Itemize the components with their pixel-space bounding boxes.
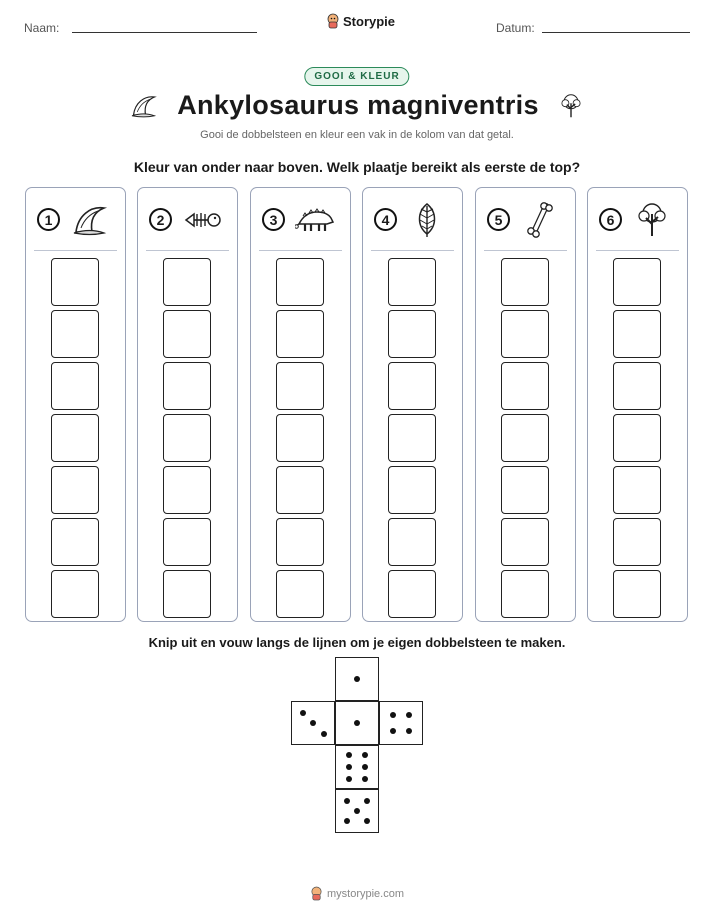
dice-pip: [390, 728, 396, 734]
title-row: [0, 90, 714, 121]
dice-pip: [310, 720, 316, 726]
color-box[interactable]: [501, 466, 549, 514]
column-divider: [34, 250, 117, 251]
color-box[interactable]: [276, 258, 324, 306]
date-label: Datum:: [496, 21, 535, 35]
color-box[interactable]: [163, 362, 211, 410]
column-2: [137, 187, 238, 622]
column-divider: [484, 250, 567, 251]
color-box[interactable]: [388, 362, 436, 410]
dice-pip: [362, 776, 368, 782]
dice-pip: [346, 776, 352, 782]
brand-logo: [326, 13, 395, 29]
activity-badge: GOOI & KLEUR: [304, 67, 409, 86]
column-number: 6: [599, 208, 622, 231]
dice-pip: [390, 712, 396, 718]
color-box[interactable]: [276, 362, 324, 410]
color-box[interactable]: [51, 414, 99, 462]
column-number: 3: [262, 208, 285, 231]
column-6: [587, 187, 688, 622]
color-box[interactable]: [388, 518, 436, 566]
dice-pip: [362, 764, 368, 770]
color-box[interactable]: [51, 310, 99, 358]
dice-pip: [321, 731, 327, 737]
name-label: Naam:: [24, 21, 60, 35]
dice-face: [335, 657, 379, 701]
dice-face: [335, 789, 379, 833]
color-box[interactable]: [501, 258, 549, 306]
footer-url: mystorypie.com: [326, 887, 405, 900]
color-box[interactable]: [51, 518, 99, 566]
color-box[interactable]: [388, 466, 436, 514]
color-box[interactable]: [163, 518, 211, 566]
column-number: 2: [149, 208, 172, 231]
column-divider: [596, 250, 679, 251]
dice-face: [379, 701, 423, 745]
color-box[interactable]: [276, 310, 324, 358]
color-box[interactable]: [501, 310, 549, 358]
ankylosaurus-icon: [295, 202, 335, 238]
dice-pip: [300, 710, 306, 716]
dice-pip: [346, 764, 352, 770]
dice-instruction: Knip uit en vouw langs de lijnen om je eigen dobbelsteen te maken.: [148, 635, 566, 650]
color-box[interactable]: [501, 414, 549, 462]
dice-pip: [364, 818, 370, 824]
color-box[interactable]: [51, 466, 99, 514]
color-box[interactable]: [163, 258, 211, 306]
color-box[interactable]: [51, 258, 99, 306]
dice-pip: [354, 676, 360, 682]
tree-icon: [557, 91, 585, 121]
color-box[interactable]: [163, 414, 211, 462]
color-box[interactable]: [276, 466, 324, 514]
page-subtitle: Gooi de dobbelsteen en kleur een vak in de kolom van dat getal.: [200, 129, 514, 141]
color-box[interactable]: [388, 414, 436, 462]
page-title: Ankylosaurus magniventris: [177, 90, 539, 120]
brand-name: Storypie: [343, 13, 396, 29]
color-box[interactable]: [163, 570, 211, 618]
column-number: 5: [487, 208, 510, 231]
dice-pip: [406, 728, 412, 734]
color-box[interactable]: [501, 362, 549, 410]
color-box[interactable]: [51, 570, 99, 618]
dice-pip: [362, 752, 368, 758]
dice-pip: [344, 818, 350, 824]
dice-pip: [364, 798, 370, 804]
dice-face: [335, 745, 379, 789]
color-box[interactable]: [51, 362, 99, 410]
instruction-text: Kleur van onder naar boven. Welk plaatje bereikt als eerste de top?: [133, 159, 581, 175]
claw-icon: [70, 202, 110, 238]
storypie-mascot-icon: [310, 886, 323, 901]
storypie-mascot-icon: [326, 13, 340, 29]
dice-face: [291, 701, 335, 745]
color-box[interactable]: [276, 518, 324, 566]
name-line[interactable]: [72, 32, 257, 33]
color-box[interactable]: [163, 310, 211, 358]
color-box[interactable]: [613, 518, 661, 566]
date-line[interactable]: [542, 32, 690, 33]
column-number: 1: [37, 208, 60, 231]
dice-pip: [344, 798, 350, 804]
color-box[interactable]: [501, 518, 549, 566]
column-divider: [371, 250, 454, 251]
fish-skeleton-icon: [182, 202, 222, 238]
color-box[interactable]: [388, 570, 436, 618]
column-3: [250, 187, 351, 622]
color-box[interactable]: [613, 570, 661, 618]
column-1: [25, 187, 126, 622]
color-box[interactable]: [163, 466, 211, 514]
dice-pip: [346, 752, 352, 758]
claw-icon: [129, 91, 159, 121]
dice-pip: [354, 808, 360, 814]
color-box[interactable]: [613, 258, 661, 306]
color-box[interactable]: [613, 310, 661, 358]
dice-pip: [406, 712, 412, 718]
bone-icon: [520, 202, 560, 238]
leaf-icon: [407, 202, 447, 238]
column-4: [362, 187, 463, 622]
dice-pip: [354, 720, 360, 726]
footer: [0, 886, 714, 901]
color-box[interactable]: [388, 258, 436, 306]
dice-face: [335, 701, 379, 745]
color-box[interactable]: [276, 570, 324, 618]
color-box[interactable]: [276, 414, 324, 462]
column-5: [475, 187, 576, 622]
color-box[interactable]: [613, 414, 661, 462]
tree-icon: [632, 202, 672, 238]
color-box[interactable]: [388, 310, 436, 358]
column-number: 4: [374, 208, 397, 231]
column-divider: [259, 250, 342, 251]
color-box[interactable]: [501, 570, 549, 618]
column-divider: [146, 250, 229, 251]
color-box[interactable]: [613, 466, 661, 514]
color-box[interactable]: [613, 362, 661, 410]
